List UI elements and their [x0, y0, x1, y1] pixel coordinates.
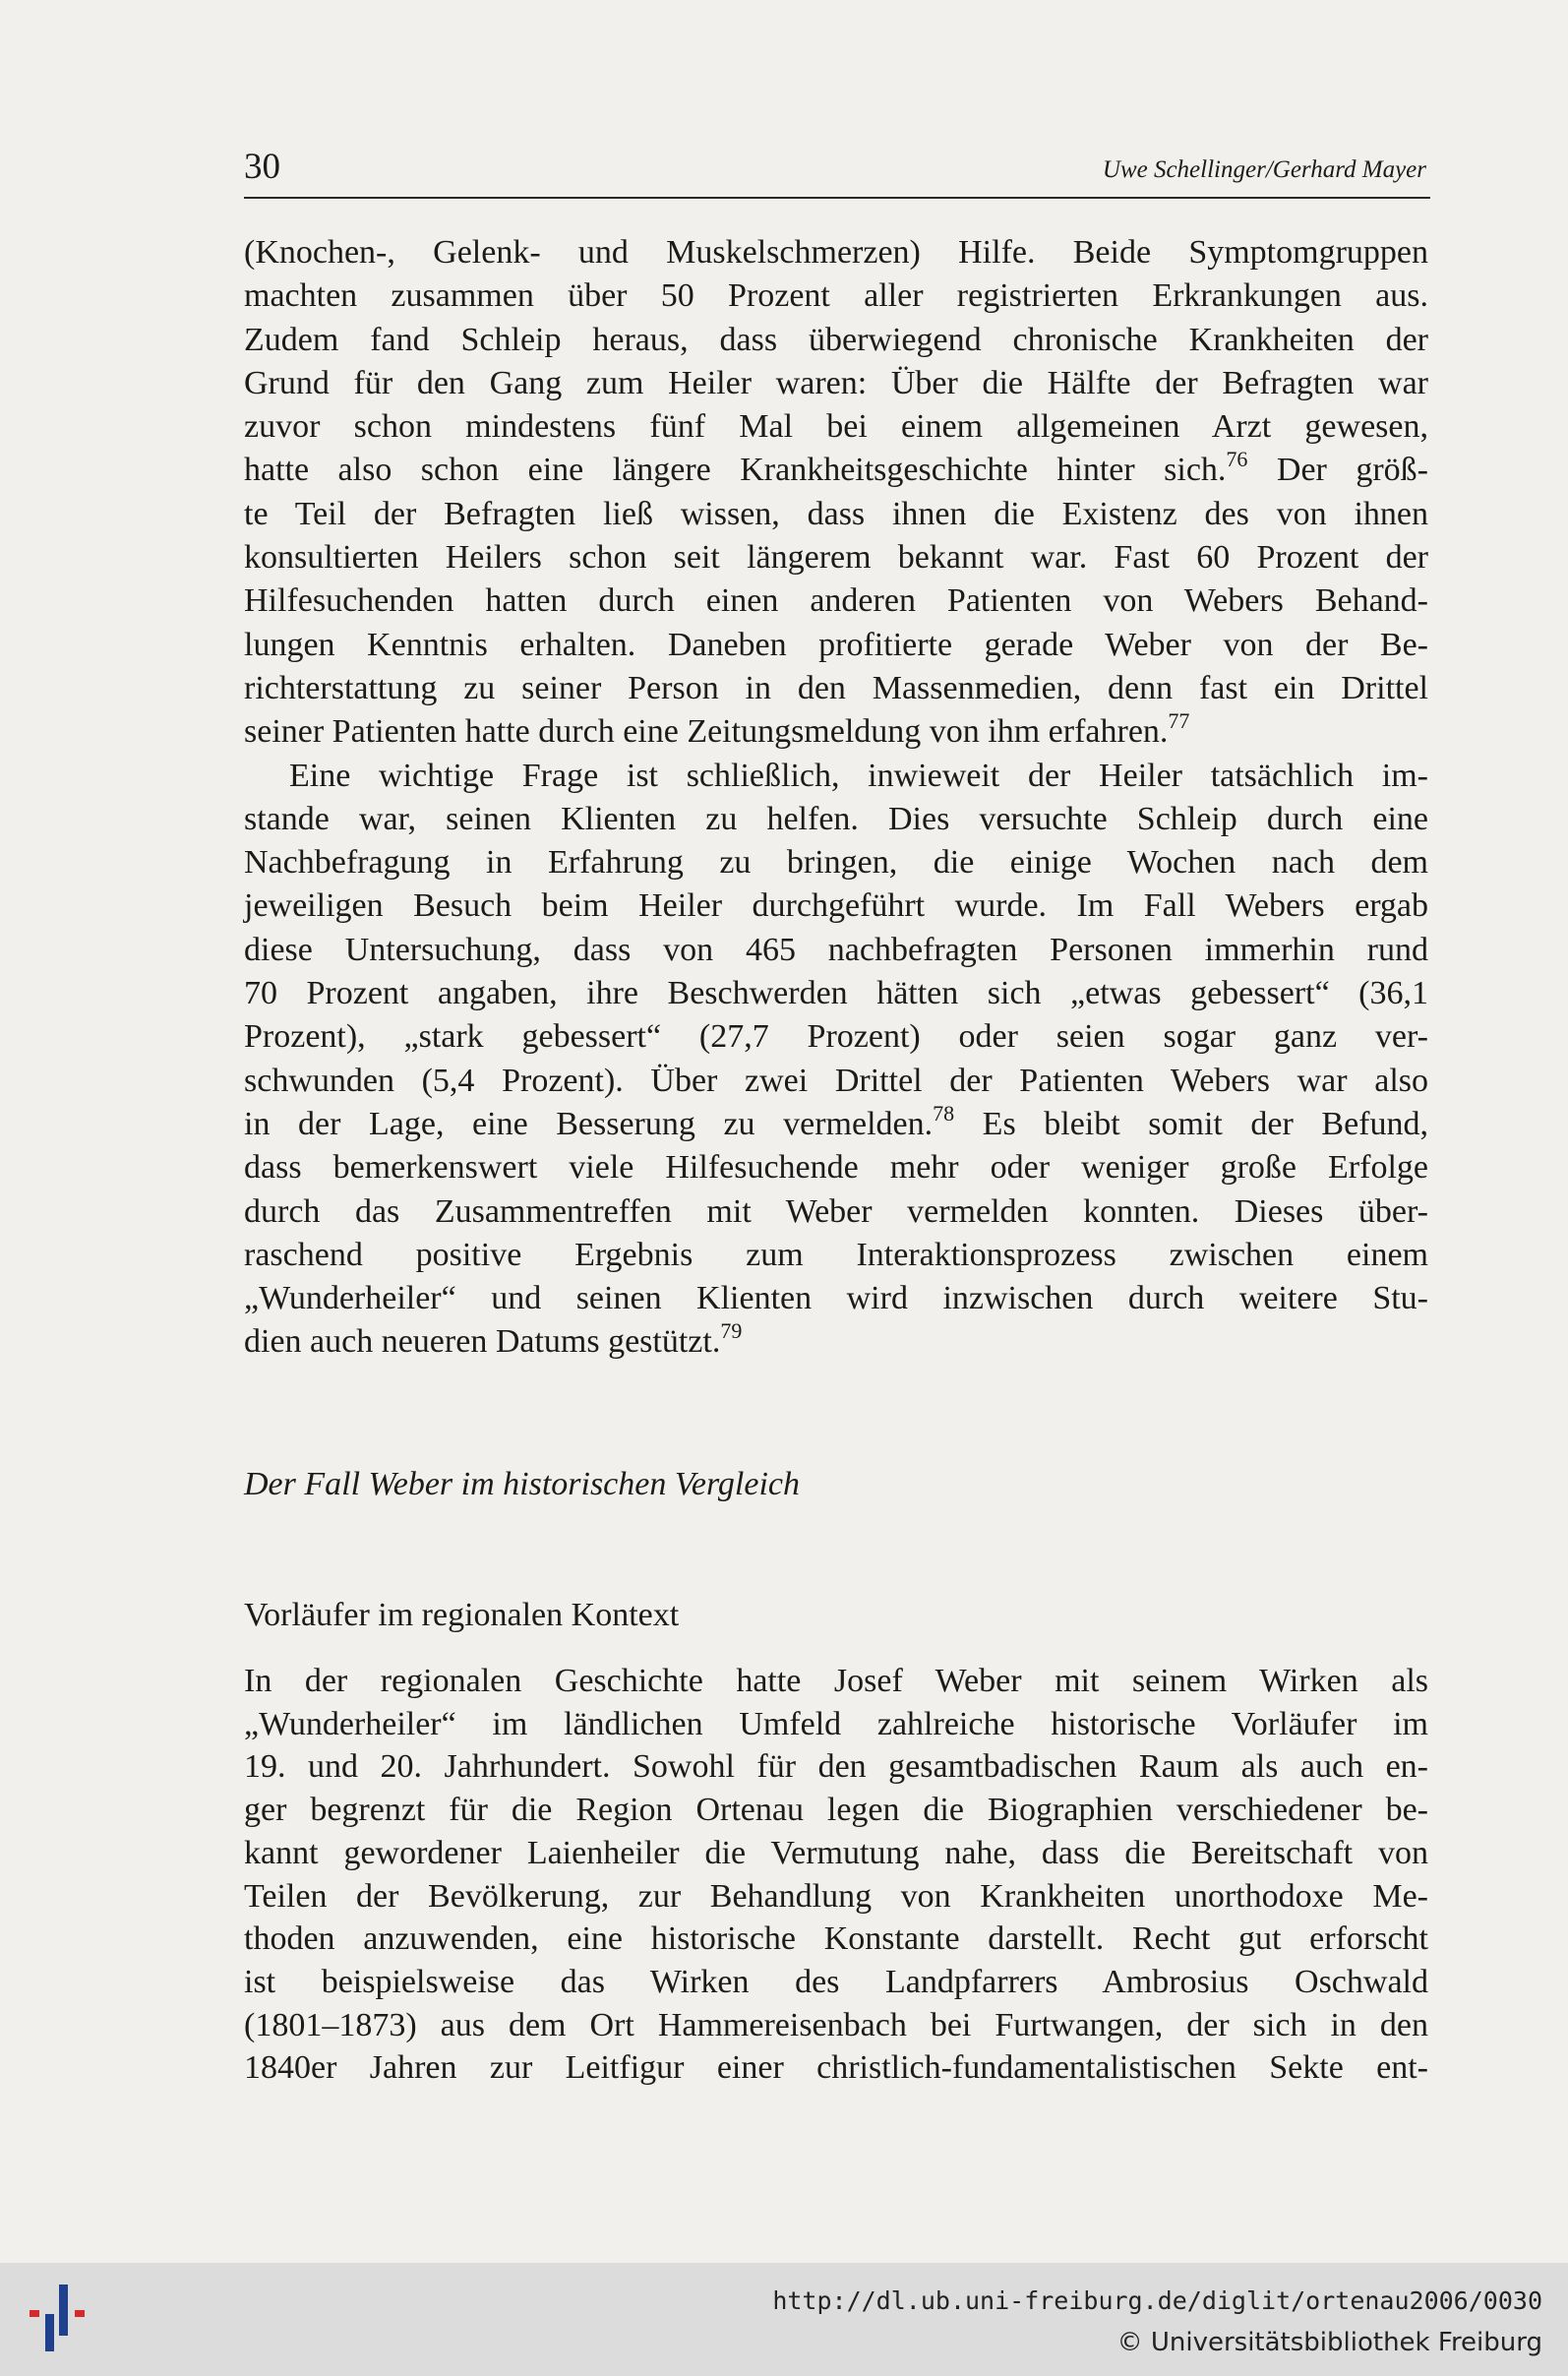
text-line: 1840er Jahren zur Leitfigur einer christlich-fundamentalistischen Sekte ent- — [244, 2049, 1428, 2087]
page-header — [244, 146, 1430, 199]
text-line: Teilen der Bevölkerung, zur Behandlung von Krankheiten unorthodoxe Me- — [244, 1877, 1428, 1915]
body-text-lower — [244, 1660, 1428, 2090]
text-line: kannt gewordener Laienheiler die Vermutung nahe, dass die Bereitschaft von — [244, 1834, 1428, 1871]
text-line: jeweiligen Besuch beim Heiler durchgeführt wurde. Im Fall Webers ergab — [244, 887, 1428, 925]
text-line: Prozent), „stark gebessert“ (27,7 Prozent) oder seien sogar ganz ver- — [244, 1018, 1428, 1056]
body-text-upper — [244, 231, 1428, 1365]
footer-bar — [0, 2263, 1568, 2376]
text-line: „Wunderheiler“ und seinen Klienten wird inzwischen durch weitere Stu- — [244, 1280, 1428, 1317]
page-number: 30 — [244, 147, 280, 187]
text-line: durch das Zusammentreffen mit Weber vermelden konnten. Dieses über- — [244, 1192, 1428, 1230]
running-head: Uwe Schellinger/Gerhard Mayer — [1102, 156, 1426, 183]
text-line: te Teil der Befragten ließ wissen, dass ihnen die Existenz des von ihnen — [244, 495, 1428, 532]
subsection-heading: Vorläufer im regionalen Kontext — [244, 1597, 680, 1633]
text-line: (Knochen-, Gelenk- und Muskelschmerzen) Hilfe. Beide Symptomgruppen — [244, 234, 1428, 271]
footnote-ref-79[interactable]: 79 — [720, 1318, 743, 1344]
text-line: lungen Kenntnis erhalten. Daneben profitierte gerade Weber von der Be- — [244, 626, 1428, 663]
text-line: machten zusammen über 50 Prozent aller registrierten Erkrankungen aus. — [244, 277, 1428, 315]
text-line: zuvor schon mindestens fünf Mal bei einem allgemeinen Arzt gewesen, — [244, 408, 1428, 446]
ub-freiburg-logo-icon[interactable] — [24, 2285, 102, 2353]
text-line: 70 Prozent angaben, ihre Beschwerden hätten sich „etwas gebessert“ (36,1 — [244, 975, 1428, 1012]
text-line — [244, 1320, 1428, 1364]
text-fragment: in der Lage, eine Besserung zu vermelden. — [244, 1105, 934, 1142]
text-fragment: Es bleibt somit der Befund, — [954, 1105, 1428, 1142]
text-line: ist beispielsweise das Wirken des Landpfarrers Ambrosius Oschwald — [244, 1963, 1428, 2000]
paragraph-3 — [244, 1660, 1428, 2090]
text-line — [244, 710, 1428, 754]
text-fragment: Der größ- — [1247, 452, 1428, 489]
paragraph-1 — [244, 231, 1428, 755]
copyright-notice: © Universitätsbibliothek Freiburg — [1116, 2328, 1542, 2357]
text-line — [244, 449, 1428, 492]
text-line: richterstattung zu seiner Person in den Massenmedien, denn fast ein Drittel — [244, 669, 1428, 706]
source-url-link[interactable]: http://dl.ub.uni-freiburg.de/diglit/ortenau2006/0030 — [772, 2286, 1542, 2315]
text-line: In der regionalen Geschichte hatte Josef Weber mit seinem Wirken als — [244, 1663, 1428, 1699]
footnote-ref-76[interactable]: 76 — [1226, 447, 1248, 472]
text-line: Grund für den Gang zum Heiler waren: Über die Hälfte der Befragten war — [244, 364, 1428, 401]
text-line: Zudem fand Schleip heraus, dass überwiegend chronische Krankheiten der — [244, 321, 1428, 358]
text-line: diese Untersuchung, dass von 465 nachbefragten Personen immerhin rund — [244, 931, 1428, 968]
paragraph-2 — [244, 755, 1428, 1365]
text-line: dass bemerkenswert viele Hilfesuchende mehr oder weniger große Erfolge — [244, 1149, 1428, 1187]
text-line: thoden anzuwenden, eine historische Konstante darstellt. Recht gut erforscht — [244, 1920, 1428, 1958]
text-line — [244, 1100, 1428, 1146]
footnote-ref-78[interactable]: 78 — [933, 1100, 955, 1126]
text-line: stande war, seinen Klienten zu helfen. Dies versuchte Schleip durch eine — [244, 800, 1428, 837]
text-fragment: seiner Patienten hatte durch eine Zeitungsmeldung von ihm erfahren. — [244, 713, 1169, 751]
text-line: Nachbefragung in Erfahrung zu bringen, die einige Wochen nach dem — [244, 844, 1428, 882]
text-line: Eine wichtige Frage ist schließlich, inwieweit der Heiler tatsächlich im- — [289, 757, 1428, 794]
text-line: Hilfesuchenden hatten durch einen anderen Patienten von Webers Behand- — [244, 582, 1428, 620]
text-line: raschend positive Ergebnis zum Interaktionsprozess zwischen einem — [244, 1236, 1428, 1273]
text-line: konsultierten Heilers schon seit längerem bekannt war. Fast 60 Prozent der — [244, 539, 1428, 577]
section-heading: Der Fall Weber im historischen Vergleich — [244, 1466, 801, 1502]
text-line: ger begrenzt für die Region Ortenau legen die Biographien verschiedener be- — [244, 1792, 1428, 1829]
text-fragment: hatte also schon eine längere Krankheitsgeschichte hinter sich. — [244, 452, 1227, 489]
text-line: schwunden (5,4 Prozent). Über zwei Drittel der Patienten Webers war also — [244, 1062, 1428, 1099]
text-line: „Wunderheiler“ im ländlichen Umfeld zahlreiche historische Vorläufer im — [244, 1705, 1428, 1742]
text-line: (1801–1873) aus dem Ort Hammereisenbach bei Furtwangen, der sich in den — [244, 2006, 1428, 2043]
footnote-ref-77[interactable]: 77 — [1168, 708, 1190, 734]
text-line: 19. und 20. Jahrhundert. Sowohl für den gesamtbadischen Raum als auch en- — [244, 1748, 1428, 1786]
text-fragment: dien auch neueren Datums gestützt. — [244, 1323, 721, 1361]
